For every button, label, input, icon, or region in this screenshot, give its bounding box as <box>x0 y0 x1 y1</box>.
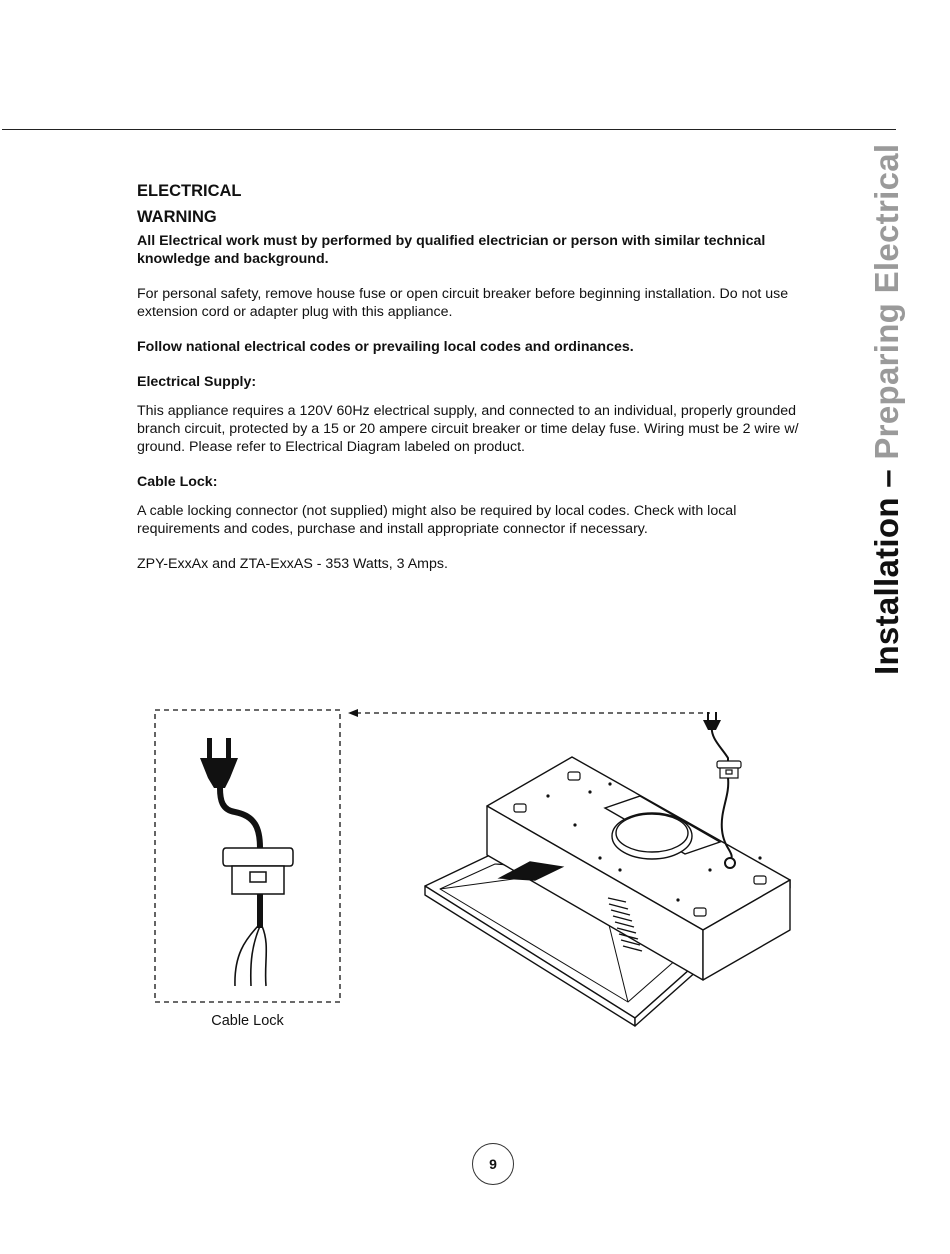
supply-heading: Electrical Supply: <box>137 374 257 390</box>
figure-caption: Cable Lock <box>211 1013 284 1029</box>
cable-lock-heading: Cable Lock: <box>137 474 218 490</box>
plug-icon <box>200 738 238 788</box>
plug-cable <box>220 788 260 848</box>
rating-text: ZPY-ExxAx and ZTA-ExxAS - 353 Watts, 3 Amps. <box>137 556 448 572</box>
hood-plug-icon <box>703 712 721 730</box>
heading-warning: WARNING <box>137 208 217 226</box>
dashed-arrow-icon <box>348 709 710 717</box>
exposed-wires <box>235 926 266 986</box>
cord-grommet <box>725 858 735 868</box>
header-rule <box>2 129 896 130</box>
side-title-part1: Installation – <box>868 459 905 675</box>
cable-lock-connector-icon <box>223 848 293 894</box>
codes-text: Follow national electrical codes or prevailing local codes and ordinances. <box>137 339 634 355</box>
page-number: 9 <box>472 1143 514 1185</box>
main-content <box>137 180 807 573</box>
side-title-part2: Preparing Electrical <box>868 143 905 460</box>
warning-text: All Electrical work must by performed by qualified electrician or person with similar technical knowledge and background. <box>137 233 766 267</box>
heading-electrical: ELECTRICAL <box>137 182 242 200</box>
range-hood-body <box>425 757 790 1026</box>
cable-lock-text: A cable locking connector (not supplied) might also be required by local codes. Check with local requirements and codes, purchase and install appropriate connector if necessary. <box>137 503 737 537</box>
supply-text: This appliance requires a 120V 60Hz electrical supply, and connected to an individual, properly grounded branch circuit, protected by a 15 or 20 ampere circuit breaker or time delay fuse. Wiring must be 2 wire w/ ground. Please refer to Electrical Diagram labeled on product. <box>137 403 799 455</box>
hood-cable-lock-icon <box>717 761 741 778</box>
section-side-title <box>867 143 907 675</box>
range-hood-illustration <box>150 700 800 1040</box>
safety-text: For personal safety, remove house fuse or open circuit breaker before beginning installation. Do not use extension cord or adapter plug with this appliance. <box>137 286 789 320</box>
